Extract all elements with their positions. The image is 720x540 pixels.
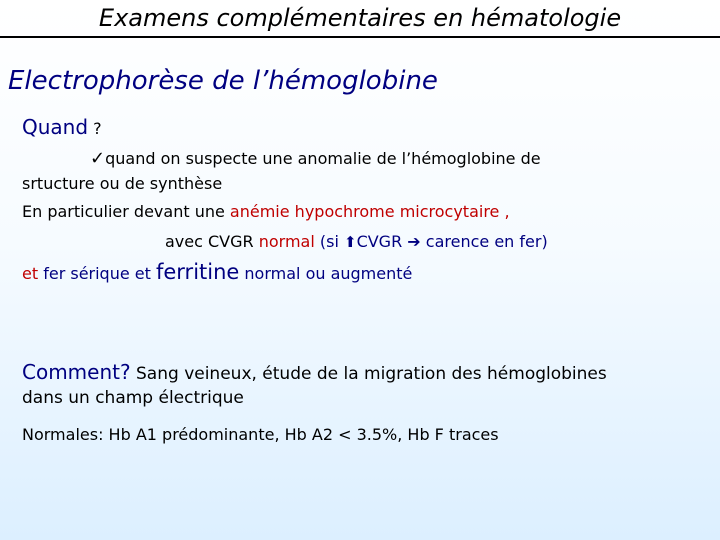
cvgr-si: (si <box>314 232 344 251</box>
quand-label: Quand <box>22 115 89 139</box>
ferritine-et: et <box>22 264 39 283</box>
comment-line-2: dans un champ électrique <box>22 388 244 408</box>
ferritine-mid: fer sérique et <box>38 264 156 283</box>
comment-label: Comment? <box>22 360 131 384</box>
cvgr-end: carence en fer) <box>420 232 548 251</box>
cvgr-label: CVGR <box>356 232 408 251</box>
particular-case-line <box>22 202 510 221</box>
particular-case-prefix: En particulier devant une <box>22 202 230 221</box>
quand-line-1-text: quand on suspecte une anomalie de l’hémoglobine de <box>105 149 541 168</box>
cvgr-pre: avec CVGR <box>165 232 259 251</box>
comment-line-1-text: Sang veineux, étude de la migration des hémoglobines <box>130 364 607 384</box>
cvgr-normal: normal <box>258 232 315 251</box>
ferritine-end: normal ou augmenté <box>239 264 413 283</box>
right-arrow-icon: ➔ <box>407 232 421 251</box>
checkmark-icon: ✓ <box>90 148 106 169</box>
up-arrow-icon: ⬆ <box>343 233 357 251</box>
page-header-title: Examens complémentaires en hématologie <box>98 4 622 32</box>
quand-heading <box>22 115 102 139</box>
header-divider <box>0 36 720 38</box>
ferritine-line <box>22 260 412 284</box>
comment-line-1 <box>22 360 607 384</box>
normales-line: Normales: Hb A1 prédominante, Hb A2 < 3.5%, Hb F traces <box>22 425 499 444</box>
quand-line-2: srtucture ou de synthèse <box>22 174 223 193</box>
cvgr-line <box>165 232 548 251</box>
section-title: Electrophorèse de l’hémoglobine <box>8 66 438 96</box>
anemia-highlight: anémie hypochrome microcytaire , <box>229 202 510 221</box>
quand-question-mark: ? <box>93 119 102 138</box>
ferritine-word: ferritine <box>155 260 240 284</box>
quand-line-1 <box>90 148 541 169</box>
